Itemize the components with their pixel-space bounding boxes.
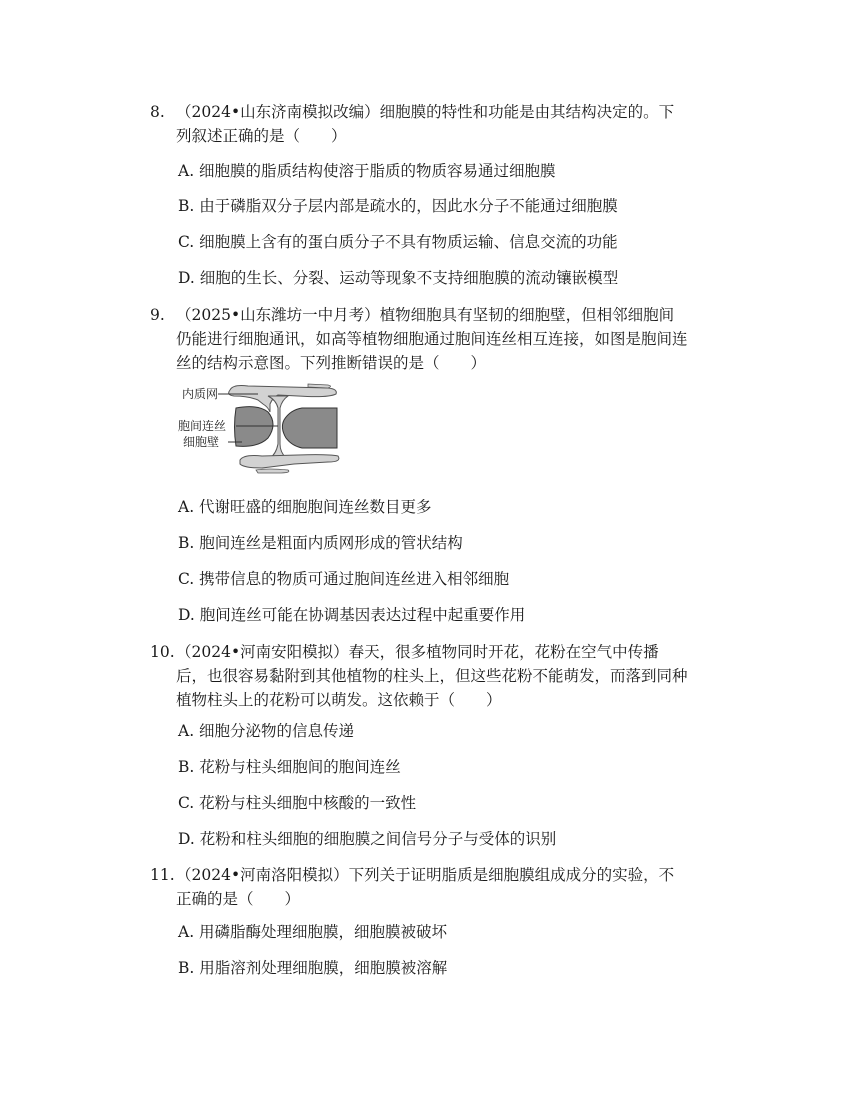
question-number: 11. [150, 866, 175, 884]
question-number: 8. [150, 103, 165, 121]
er-fragment [308, 384, 331, 388]
option-d: D. 细胞的生长、分裂、运动等现象不支持细胞膜的流动镶嵌模型 [178, 269, 619, 287]
question-stem-line: 仍能进行细胞通讯，如高等植物细胞通过胞间连丝相互连接，如图是胞间连 [176, 330, 688, 348]
option-a: A. 细胞膜的脂质结构使溶于脂质的物质容易通过细胞膜 [178, 162, 556, 180]
option-d: D. 花粉和柱头细胞的细胞膜之间信号分子与受体的识别 [178, 830, 557, 848]
question-stem-line: 正确的是（ ） [176, 890, 301, 908]
question-11 [150, 863, 740, 911]
plasmodesmata-diagram [178, 382, 348, 474]
option-b: B. 用脂溶剂处理细胞膜，细胞膜被溶解 [178, 959, 448, 977]
question-stem-line: 后，也很容易黏附到其他植物的柱头上，但这些花粉不能萌发，而落到同种 [176, 667, 688, 685]
question-stem-line: 植物柱头上的花粉可以萌发。这依赖于（ ） [176, 691, 502, 709]
question-stem-line: （2024•山东济南模拟改编）细胞膜的特性和功能是由其结构决定的。下 [176, 103, 675, 121]
er-tube-bottom [240, 455, 339, 468]
question-8 [150, 100, 740, 148]
label-endoplasmic-reticulum: 内质网 [182, 387, 219, 401]
question-stem-line: 列叙述正确的是（ ） [176, 127, 347, 145]
er-fragment [256, 469, 289, 473]
option-b: B. 由于磷脂双分子层内部是疏水的，因此水分子不能通过细胞膜 [178, 197, 618, 215]
question-stem-line: （2024•河南安阳模拟）春天，很多植物同时开花，花粉在空气中传播 [176, 643, 659, 661]
option-d: D. 胞间连丝可能在协调基因表达过程中起重要作用 [178, 606, 526, 624]
option-a: A. 用磷脂酶处理细胞膜，细胞膜被破坏 [178, 923, 448, 941]
option-c: C. 携带信息的物质可通过胞间连丝进入相邻细胞 [178, 570, 510, 588]
label-plasmodesmata: 胞间连丝 [178, 419, 227, 433]
question-number: 10. [150, 643, 175, 661]
option-b: B. 胞间连丝是粗面内质网形成的管状结构 [178, 534, 463, 552]
question-number: 9. [150, 306, 165, 324]
option-a: A. 细胞分泌物的信息传递 [178, 722, 355, 740]
cell-wall-right [282, 408, 337, 448]
option-c: C. 花粉与柱头细胞中核酸的一致性 [178, 794, 417, 812]
option-a: A. 代谢旺盛的细胞胞间连丝数目更多 [178, 498, 432, 516]
question-stem-line: 丝的结构示意图。下列推断错误的是（ ） [176, 354, 487, 372]
question-stem-line: （2025•山东潍坊一中月考）植物细胞具有坚韧的细胞壁，但相邻细胞间 [176, 306, 675, 324]
label-cell-wall: 细胞壁 [183, 435, 220, 449]
question-10 [150, 640, 740, 712]
option-b: B. 花粉与柱头细胞间的胞间连丝 [178, 758, 401, 776]
option-c: C. 细胞膜上含有的蛋白质分子不具有物质运输、信息交流的功能 [178, 233, 618, 251]
question-9 [150, 303, 740, 375]
question-stem-line: （2024•河南洛阳模拟）下列关于证明脂质是细胞膜组成成分的实验，不 [176, 866, 675, 884]
